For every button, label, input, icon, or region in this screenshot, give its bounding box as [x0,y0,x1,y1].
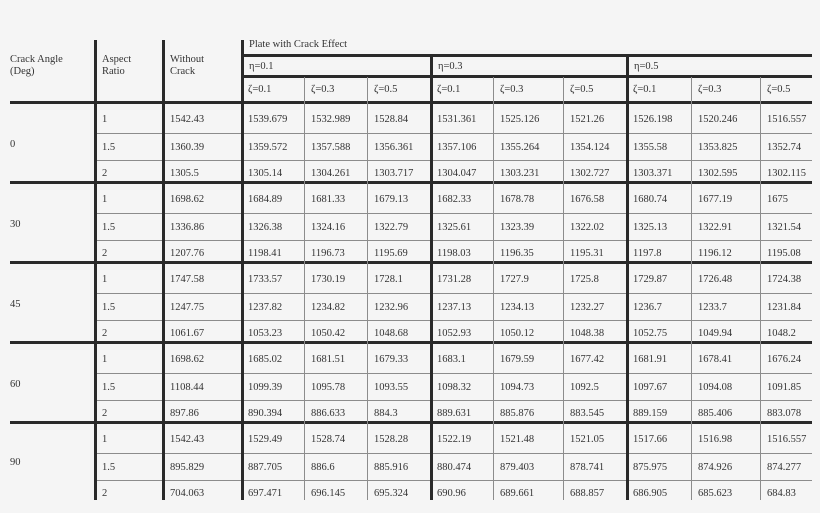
crack-angle-cell: 90 [10,457,21,468]
column-divider [162,40,165,500]
value-cell: 1325.13 [633,221,668,233]
value-cell: 1522.19 [437,434,472,445]
without-crack-cell: 895.829 [170,461,205,473]
aspect-ratio-cell: 1.5 [102,461,116,473]
zeta-column-divider [691,77,692,500]
value-cell: 1724.38 [767,274,802,285]
without-crack-cell: 1698.62 [170,194,205,205]
value-cell: 685.623 [698,487,733,499]
value-cell: 1303.717 [374,167,414,179]
value-cell: 886.6 [311,461,335,473]
value-cell: 1685.02 [248,354,283,365]
without-crack-cell: 1542.43 [170,434,205,445]
value-cell: 1355.264 [500,141,540,153]
header-zeta-col: ζ=0.3 [500,84,524,95]
value-cell: 1092.5 [570,381,599,393]
value-cell: 884.3 [374,407,398,419]
header-without-crack-line2: Crack [170,66,196,77]
value-cell: 1352.74 [767,141,802,153]
value-cell: 1521.05 [570,434,605,445]
value-cell: 1354.124 [570,141,610,153]
value-cell: 1517.66 [633,434,668,445]
without-crack-cell: 1336.86 [170,221,205,233]
value-cell: 684.83 [767,487,796,499]
value-cell: 1528.28 [374,434,409,445]
crack-angle-cell: 30 [10,218,21,230]
value-cell: 889.631 [437,407,472,419]
value-cell: 1516.98 [698,434,733,445]
value-cell: 1677.42 [570,354,605,365]
value-cell: 1233.7 [698,301,727,313]
value-cell: 1304.047 [437,167,477,179]
value-cell: 1357.106 [437,141,477,153]
without-crack-cell: 897.86 [170,407,199,419]
value-cell: 1679.13 [374,194,409,205]
value-cell: 1359.572 [248,141,288,153]
value-cell: 1677.19 [698,194,733,205]
value-cell: 886.633 [311,407,346,419]
value-cell: 1679.59 [500,354,535,365]
value-cell: 1094.08 [698,381,733,393]
value-cell: 1052.75 [633,327,668,339]
value-cell: 1304.261 [311,167,351,179]
value-cell: 1353.825 [698,141,738,153]
crack-angle-cell: 60 [10,378,21,390]
aspect-ratio-cell: 2 [102,247,108,259]
value-cell: 1326.38 [248,221,283,233]
value-cell: 1048.38 [570,327,605,339]
value-cell: 1094.73 [500,381,535,393]
aspect-ratio-cell: 1 [102,434,108,445]
value-cell: 885.916 [374,461,409,473]
header-aspect-ratio-line1: Aspect [102,54,132,65]
value-cell: 1237.82 [248,301,283,313]
value-cell: 880.474 [437,461,472,473]
crack-angle-cell: 0 [10,138,16,150]
aspect-ratio-cell: 2 [102,327,108,339]
value-cell: 1197.8 [633,247,662,259]
value-cell: 1726.48 [698,274,733,285]
value-cell: 889.159 [633,407,668,419]
value-cell: 1678.78 [500,194,535,205]
header-aspect-ratio [97,52,165,80]
value-cell: 1516.557 [767,434,807,445]
value-cell: 1356.361 [374,141,414,153]
value-cell: 1321.54 [767,221,802,233]
value-cell: 1322.91 [698,221,733,233]
value-cell: 1528.84 [374,114,409,125]
value-cell: 1325.61 [437,221,472,233]
eta-group-divider [430,55,433,500]
header-zeta-col: ζ=0.5 [570,84,594,95]
value-cell: 1095.78 [311,381,346,393]
value-cell: 1303.371 [633,167,673,179]
value-cell: 1237.13 [437,301,472,313]
aspect-ratio-cell: 1.5 [102,301,116,313]
value-cell: 1048.2 [767,327,796,339]
value-cell: 1539.679 [248,114,288,125]
zeta-column-divider [493,77,494,500]
without-crack-cell: 1305.5 [170,167,199,179]
aspect-ratio-cell: 2 [102,167,108,179]
zeta-column-divider [563,77,564,500]
aspect-ratio-cell: 2 [102,487,108,499]
value-cell: 1730.19 [311,274,346,285]
aspect-ratio-cell: 2 [102,407,108,419]
without-crack-cell: 1207.76 [170,247,205,259]
value-cell: 1733.57 [248,274,283,285]
header-eta-group: η=0.3 [438,61,463,72]
value-cell: 1097.67 [633,381,668,393]
value-cell: 1731.28 [437,274,472,285]
value-cell: 1303.231 [500,167,540,179]
value-cell: 1091.85 [767,381,802,393]
header-eta-group: η=0.5 [634,61,659,72]
value-cell: 1681.33 [311,194,346,205]
value-cell: 695.324 [374,487,409,499]
header-zeta-col: ζ=0.5 [767,84,791,95]
header-zeta-col: ζ=0.3 [311,84,335,95]
value-cell: 1727.9 [500,274,529,285]
value-cell: 875.975 [633,461,668,473]
value-cell: 1528.74 [311,434,346,445]
value-cell: 1302.727 [570,167,610,179]
zeta-column-divider [367,77,368,500]
value-cell: 1050.42 [311,327,346,339]
value-cell: 1195.08 [767,247,801,259]
header-without-crack-line1: Without [170,54,204,65]
value-cell: 1529.49 [248,434,283,445]
value-cell: 1324.16 [311,221,346,233]
value-cell: 1684.89 [248,194,283,205]
value-cell: 1357.588 [311,141,351,153]
without-crack-cell: 1360.39 [170,141,205,153]
value-cell: 1728.1 [374,274,403,285]
value-cell: 1355.58 [633,141,668,153]
header-eta-group: η=0.1 [249,61,274,72]
value-cell: 690.96 [437,487,466,499]
value-cell: 1048.68 [374,327,409,339]
value-cell: 1678.41 [698,354,733,365]
value-cell: 1521.26 [570,114,605,125]
value-cell: 1679.33 [374,354,409,365]
value-cell: 1195.31 [570,247,604,259]
value-cell: 1532.989 [311,114,351,125]
zeta-column-divider [304,77,305,500]
value-cell: 1098.32 [437,381,472,393]
value-cell: 1676.58 [570,194,605,205]
header-zeta-col: ζ=0.3 [698,84,722,95]
value-cell: 1323.39 [500,221,535,233]
value-cell: 1198.03 [437,247,471,259]
header-aspect-ratio-line2: Ratio [102,66,125,77]
zeta-column-divider [760,77,761,500]
value-cell: 1099.39 [248,381,283,393]
column-divider [241,40,244,500]
value-cell: 1198.41 [248,247,282,259]
value-cell: 885.406 [698,407,733,419]
value-cell: 696.145 [311,487,346,499]
eta-group-divider [626,55,629,500]
value-cell: 1231.84 [767,301,802,313]
value-cell: 1526.198 [633,114,673,125]
value-cell: 874.926 [698,461,733,473]
value-cell: 1676.24 [767,354,802,365]
value-cell: 1531.361 [437,114,477,125]
value-cell: 1682.33 [437,194,472,205]
value-cell: 879.403 [500,461,535,473]
value-cell: 1195.69 [374,247,408,259]
crack-angle-cell: 45 [10,298,21,310]
value-cell: 1675 [767,194,788,205]
value-cell: 1302.595 [698,167,738,179]
without-crack-cell: 1542.43 [170,114,205,125]
value-cell: 688.857 [570,487,605,499]
value-cell: 878.741 [570,461,605,473]
header-plate-with-crack: Plate with Crack Effect [249,39,348,50]
aspect-ratio-cell: 1 [102,354,108,365]
header-zeta-col: ζ=0.1 [248,84,272,95]
header-without-crack [165,52,244,80]
value-cell: 1302.115 [767,167,806,179]
column-divider [94,40,97,500]
value-cell: 883.078 [767,407,802,419]
aspect-ratio-cell: 1 [102,194,108,205]
without-crack-cell: 1108.44 [170,381,204,393]
aspect-ratio-cell: 1 [102,114,108,125]
value-cell: 1521.48 [500,434,535,445]
value-cell: 885.876 [500,407,535,419]
aspect-ratio-cell: 1.5 [102,381,116,393]
value-cell: 1053.23 [248,327,283,339]
value-cell: 697.471 [248,487,283,499]
value-cell: 1236.7 [633,301,662,313]
value-cell: 1322.02 [570,221,605,233]
value-cell: 1683.1 [437,354,466,365]
aspect-ratio-cell: 1.5 [102,221,116,233]
value-cell: 1516.557 [767,114,807,125]
value-cell: 1196.73 [311,247,345,259]
aspect-ratio-cell: 1 [102,274,108,285]
value-cell: 1725.8 [570,274,599,285]
header-crack-angle-line1: Crack Angle [10,54,63,65]
header-top-rule [241,54,812,57]
value-cell: 1520.246 [698,114,738,125]
without-crack-cell: 1698.62 [170,354,205,365]
value-cell: 1093.55 [374,381,409,393]
value-cell: 1234.82 [311,301,346,313]
without-crack-cell: 1247.75 [170,301,205,313]
value-cell: 689.661 [500,487,535,499]
value-cell: 1729.87 [633,274,668,285]
value-cell: 1049.94 [698,327,733,339]
value-cell: 1196.35 [500,247,534,259]
value-cell: 1322.79 [374,221,409,233]
value-cell: 1525.126 [500,114,540,125]
value-cell: 1234.13 [500,301,535,313]
value-cell: 1232.96 [374,301,409,313]
value-cell: 1050.12 [500,327,535,339]
header-zeta-col: ζ=0.1 [633,84,657,95]
without-crack-cell: 704.063 [170,487,205,499]
value-cell: 890.394 [248,407,283,419]
without-crack-cell: 1061.67 [170,327,205,339]
value-cell: 874.277 [767,461,802,473]
header-zeta-col: ζ=0.1 [437,84,461,95]
value-cell: 887.705 [248,461,283,473]
value-cell: 1305.14 [248,167,283,179]
value-cell: 1232.27 [570,301,605,313]
without-crack-cell: 1747.58 [170,274,205,285]
value-cell: 1681.51 [311,354,346,365]
header-zeta-col: ζ=0.5 [374,84,398,95]
aspect-ratio-cell: 1.5 [102,141,116,153]
value-cell: 883.545 [570,407,605,419]
header-crack-angle [10,52,94,80]
value-cell: 1680.74 [633,194,668,205]
header-crack-angle-line2: (Deg) [10,66,35,77]
value-cell: 686.905 [633,487,668,499]
value-cell: 1681.91 [633,354,668,365]
value-cell: 1052.93 [437,327,472,339]
header-eta-rule [241,75,812,78]
value-cell: 1196.12 [698,247,732,259]
